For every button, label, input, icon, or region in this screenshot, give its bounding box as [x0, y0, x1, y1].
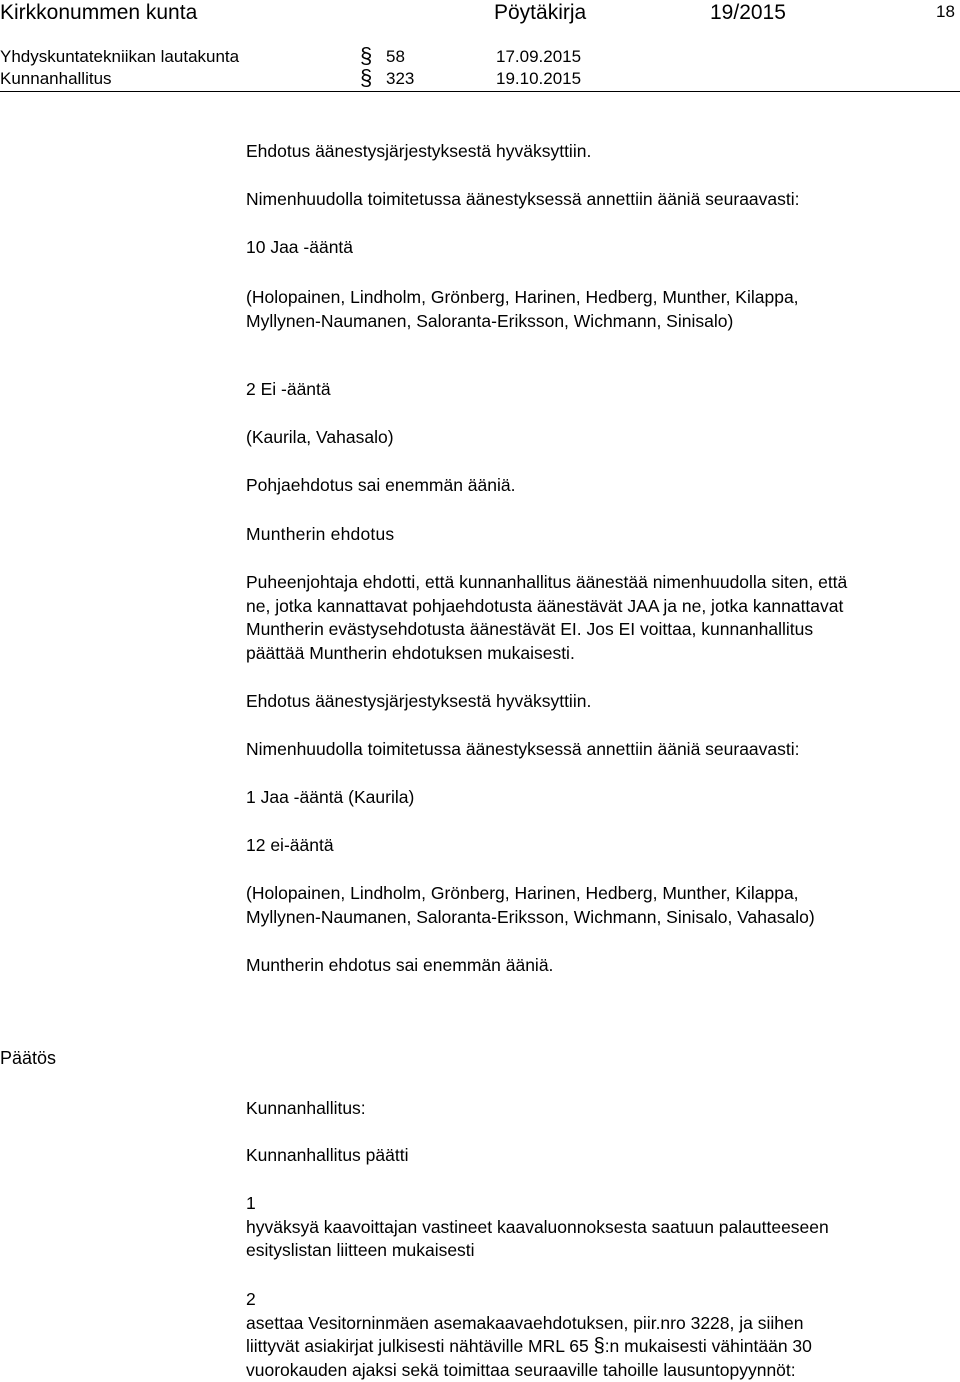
paragraph: Ehdotus äänestysjärjestyksestä hyväksyttiin. [246, 691, 592, 711]
item-text-line: asettaa Vesitorninmäen asemakaavaehdotuksen, piir.nro 3228, ja siihen [246, 1312, 804, 1333]
item-text-line: vuorokauden ajaksi sekä toimittaa seuraaville tahoille lausuntopyynnöt: [246, 1359, 796, 1380]
paragraph: Muntherin ehdotus sai enemmän ääniä. [246, 955, 554, 975]
section-sign: § [360, 65, 373, 90]
section-number: 323 [386, 69, 415, 88]
decision-body-label: Kunnanhallitus: [246, 1098, 366, 1118]
voter-list-line: (Kaurila, Vahasalo) [246, 427, 394, 447]
paragraph: Pohjaehdotus sai enemmän ääniä. [246, 475, 516, 495]
section-number: 58 [386, 47, 405, 66]
vote-count-no: 2 Ei -ääntä [246, 379, 331, 399]
section-sign: § [360, 43, 373, 68]
page-number: 18 [936, 2, 955, 21]
paragraph-line: päättää Muntherin ehdotuksen mukaisesti. [246, 642, 575, 663]
municipality-name: Kirkkonummen kunta [0, 1, 198, 24]
decision-item [246, 1192, 960, 1263]
section-sign: § [593, 1335, 605, 1357]
decision-item [246, 1288, 960, 1382]
voter-list-line: (Holopainen, Lindholm, Grönberg, Harinen, Hedberg, Munther, Kilappa, [246, 287, 799, 307]
item-text-part: :n mukaisesti vähintään 30 [604, 1336, 812, 1356]
committee-name: Yhdyskuntatekniikan lautakunta [0, 47, 240, 66]
voter-list-line: Myllynen-Naumanen, Saloranta-Eriksson, Wichmann, Sinisalo) [246, 310, 734, 331]
meeting-date: 17.09.2015 [496, 47, 582, 66]
item-text-line: esityslistan liitteen mukaisesti [246, 1240, 475, 1260]
paragraph-line: Puheenjohtaja ehdotti, että kunnanhallitus äänestää nimenhuudolla siten, että [246, 572, 848, 592]
paragraph: Nimenhuudolla toimitetussa äänestyksessä annettiin ääniä seuraavasti: [246, 739, 800, 759]
item-number: 1 [246, 1193, 256, 1213]
meeting-date: 19.10.2015 [496, 69, 582, 88]
committee-name: Kunnanhallitus [0, 69, 112, 88]
decision-intro: Kunnanhallitus päätti [246, 1145, 409, 1165]
voter-list-line: Myllynen-Naumanen, Saloranta-Eriksson, Wichmann, Sinisalo, Vahasalo) [246, 906, 815, 927]
vote-count-yes: 10 Jaa -ääntä [246, 237, 354, 257]
decision-label: Päätös [0, 1048, 57, 1068]
subheading: Muntherin ehdotus [246, 524, 395, 544]
document-number: 19/2015 [710, 1, 786, 24]
item-number: 2 [246, 1289, 256, 1309]
item-text-line [246, 1335, 960, 1359]
paragraph: Ehdotus äänestysjärjestyksestä hyväksyttiin. [246, 141, 592, 161]
paragraph-line: ne, jotka kannattavat pohjaehdotusta äänestävät JAA ja ne, jotka kannattavat [246, 595, 844, 616]
header-divider [0, 91, 960, 92]
vote-count-yes: 1 Jaa -ääntä (Kaurila) [246, 787, 415, 807]
document-type: Pöytäkirja [494, 1, 587, 24]
paragraph: Nimenhuudolla toimitetussa äänestyksessä annettiin ääniä seuraavasti: [246, 189, 800, 209]
vote-count-no: 12 ei-ääntä [246, 835, 334, 855]
item-text-line: hyväksyä kaavoittajan vastineet kaavaluonnoksesta saatuun palautteeseen [246, 1216, 829, 1237]
voter-list-line: (Holopainen, Lindholm, Grönberg, Harinen, Hedberg, Munther, Kilappa, [246, 883, 799, 903]
item-text-part: liittyvät asiakirjat julkisesti nähtäville MRL 65 [246, 1336, 589, 1356]
paragraph-line: Muntherin evästysehdotusta äänestävät EI. Jos EI voittaa, kunnanhallitus [246, 619, 814, 639]
